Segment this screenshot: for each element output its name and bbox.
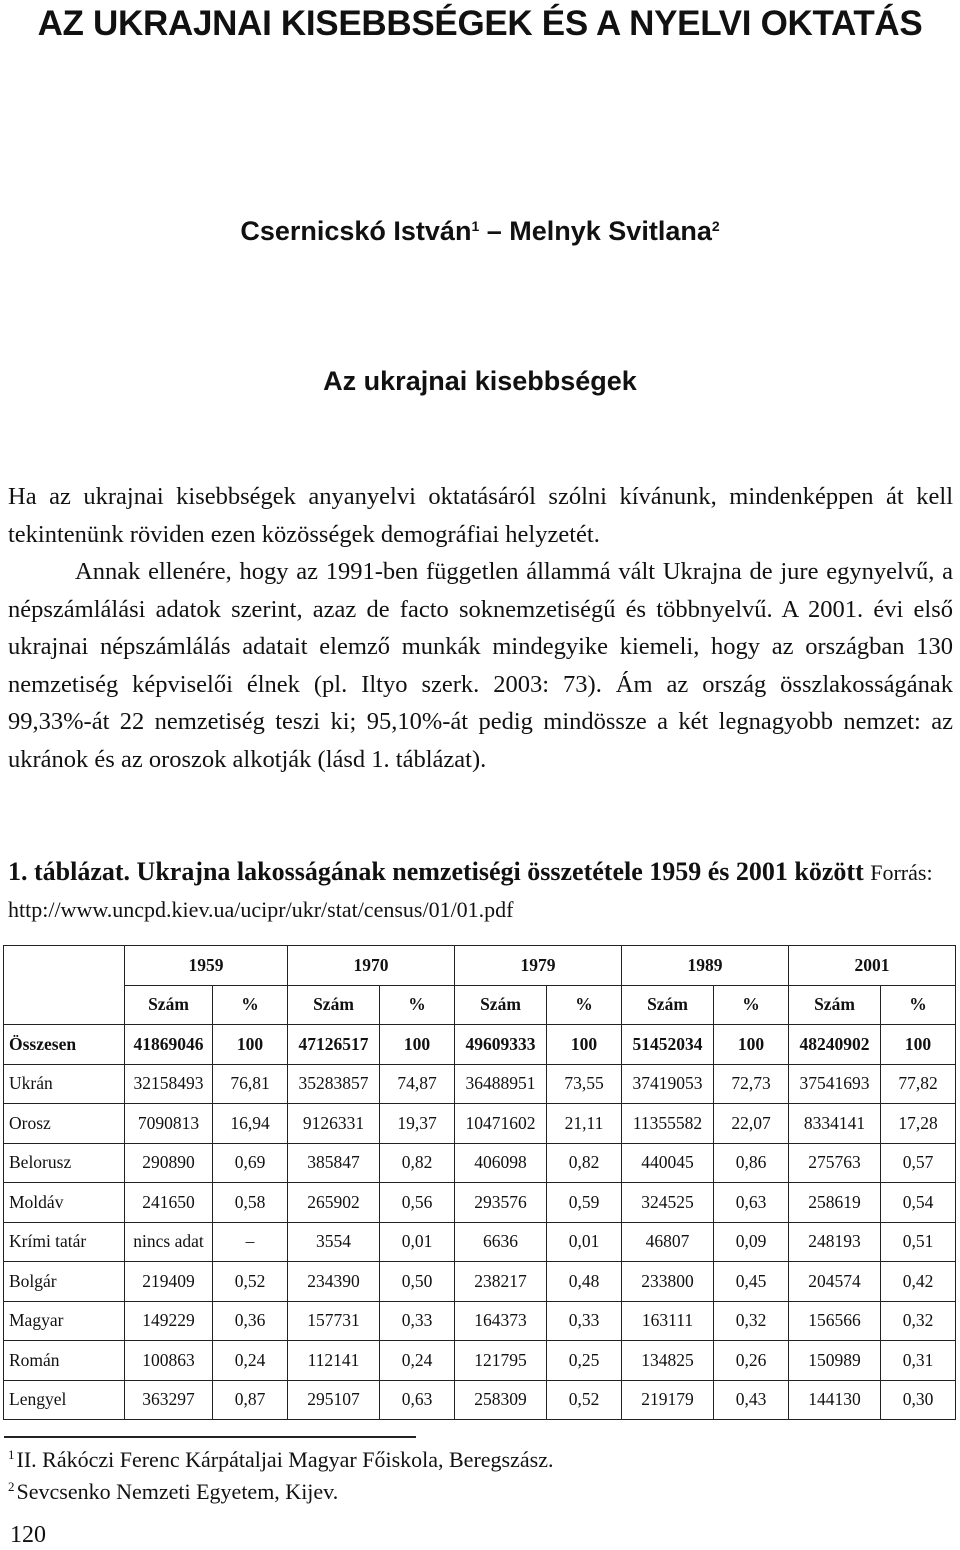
percent-cell: 0,82 (547, 1143, 622, 1183)
table-row (4, 1183, 956, 1223)
percent-cell: 0,63 (714, 1183, 789, 1223)
count-cell: 100863 (125, 1341, 213, 1381)
subheader-row (4, 985, 956, 1025)
percent-cell: 0,42 (881, 1262, 956, 1302)
percent-cell: 0,31 (881, 1341, 956, 1381)
count-cell: 265902 (288, 1183, 380, 1223)
count-cell: 363297 (125, 1380, 213, 1420)
footnote-text: II. Rákóczi Ferenc Kárpátaljai Magyar Főiskola, Beregszász. (16, 1447, 554, 1472)
percent-cell: 100 (547, 1025, 622, 1065)
count-header: Szám (789, 985, 881, 1025)
count-cell: 8334141 (789, 1104, 881, 1144)
count-cell: 41869046 (125, 1025, 213, 1065)
year-header: 1959 (125, 946, 288, 986)
percent-cell: 0,82 (380, 1143, 455, 1183)
count-cell: 9126331 (288, 1104, 380, 1144)
row-label: Román (4, 1341, 125, 1381)
table-corner-cell (4, 946, 125, 1025)
percent-cell: 0,30 (881, 1380, 956, 1420)
count-cell: 163111 (622, 1301, 714, 1341)
percent-cell: 0,48 (547, 1262, 622, 1302)
count-cell: 47126517 (288, 1025, 380, 1065)
count-cell: 6636 (455, 1222, 547, 1262)
percent-cell: 0,63 (380, 1380, 455, 1420)
count-cell: 36488951 (455, 1064, 547, 1104)
percent-cell: 73,55 (547, 1064, 622, 1104)
percent-cell: 74,87 (380, 1064, 455, 1104)
footnote (8, 1441, 553, 1474)
percent-cell: 100 (213, 1025, 288, 1065)
percent-cell: 0,51 (881, 1222, 956, 1262)
count-cell: 164373 (455, 1301, 547, 1341)
count-cell: 149229 (125, 1301, 213, 1341)
table-row (4, 1222, 956, 1262)
count-cell: 406098 (455, 1143, 547, 1183)
section-heading: Az ukrajnai kisebbségek (323, 366, 637, 396)
table-row (4, 1104, 956, 1144)
table-row (4, 1262, 956, 1302)
page-number: 120 (10, 1522, 46, 1548)
paragraph: Annak ellenére, hogy az 1991-ben független állammá vált Ukrajna de jure egynyelvű, a népszámlálási adatok szerint, azaz de facto soknemzetiségű és többnyelvű. A 2001. évi első ukrajnai népszámlálás adatait elemző munkák mindegyike kiemeli, hogy az országban 130 nemzetiség képviselői élnek (pl. Iltyo szerk. 2003: 73). Ám az ország összlakosságának 99,33%-át 22 nemzetiség teszi ki; 95,10%-át pedig mindössze a két legnagyobb nemzet: az ukránok és az oroszok alkotják (lásd 1. táblázat). (8, 558, 953, 773)
percent-header: % (213, 985, 288, 1025)
percent-cell: 100 (380, 1025, 455, 1065)
row-label: Bolgár (4, 1262, 125, 1302)
count-cell: 324525 (622, 1183, 714, 1223)
row-label: Magyar (4, 1301, 125, 1341)
percent-cell: 16,94 (213, 1104, 288, 1144)
percent-cell: 0,52 (547, 1380, 622, 1420)
year-header: 2001 (789, 946, 956, 986)
body-text (8, 478, 953, 778)
count-cell: 48240902 (789, 1025, 881, 1065)
percent-cell: 0,57 (881, 1143, 956, 1183)
table-row (4, 1301, 956, 1341)
percent-cell: 0,45 (714, 1262, 789, 1302)
percent-cell: 0,54 (881, 1183, 956, 1223)
count-cell: 385847 (288, 1143, 380, 1183)
census-table (3, 945, 956, 1420)
count-cell: 35283857 (288, 1064, 380, 1104)
row-label: Lengyel (4, 1380, 125, 1420)
count-cell: 37419053 (622, 1064, 714, 1104)
percent-cell: 0,09 (714, 1222, 789, 1262)
count-cell: 233800 (622, 1262, 714, 1302)
count-cell: 46807 (622, 1222, 714, 1262)
footnote-divider (4, 1436, 416, 1438)
percent-cell: 0,24 (213, 1341, 288, 1381)
footnote-text: Sevcsenko Nemzeti Egyetem, Kijev. (16, 1479, 339, 1504)
percent-cell: 0,33 (380, 1301, 455, 1341)
percent-cell: 0,24 (380, 1341, 455, 1381)
row-label: Ukrán (4, 1064, 125, 1104)
percent-cell: 19,37 (380, 1104, 455, 1144)
percent-cell: 17,28 (881, 1104, 956, 1144)
count-cell: nincs adat (125, 1222, 213, 1262)
count-cell: 51452034 (622, 1025, 714, 1065)
count-cell: 157731 (288, 1301, 380, 1341)
count-cell: 150989 (789, 1341, 881, 1381)
count-cell: 11355582 (622, 1104, 714, 1144)
author-name: Melnyk Svitlana (509, 216, 712, 246)
count-cell: 290890 (125, 1143, 213, 1183)
table-row (4, 1064, 956, 1104)
percent-cell: 0,01 (547, 1222, 622, 1262)
count-cell: 241650 (125, 1183, 213, 1223)
count-header: Szám (288, 985, 380, 1025)
percent-cell: 0,58 (213, 1183, 288, 1223)
percent-header: % (380, 985, 455, 1025)
author-separator: – (479, 216, 510, 246)
footnote-ref[interactable]: 2 (711, 218, 720, 234)
author-name: Csernicskó István (240, 216, 472, 246)
count-cell: 248193 (789, 1222, 881, 1262)
table-row (4, 1380, 956, 1420)
year-header-row (4, 946, 956, 986)
year-header: 1979 (455, 946, 622, 986)
percent-cell: 0,01 (380, 1222, 455, 1262)
percent-cell: 0,56 (380, 1183, 455, 1223)
percent-cell: 0,43 (714, 1380, 789, 1420)
percent-cell: – (213, 1222, 288, 1262)
article-title: AZ UKRAJNAI KISEBBSÉGEK ÉS A NYELVI OKTATÁS (37, 4, 923, 43)
percent-cell: 0,32 (714, 1301, 789, 1341)
percent-cell: 0,86 (714, 1143, 789, 1183)
percent-cell: 0,26 (714, 1341, 789, 1381)
percent-cell: 100 (714, 1025, 789, 1065)
table-row (4, 1025, 956, 1065)
count-cell: 156566 (789, 1301, 881, 1341)
count-cell: 10471602 (455, 1104, 547, 1144)
count-cell: 37541693 (789, 1064, 881, 1104)
count-cell: 219179 (622, 1380, 714, 1420)
percent-cell: 0,50 (380, 1262, 455, 1302)
row-label: Belorusz (4, 1143, 125, 1183)
percent-cell: 72,73 (714, 1064, 789, 1104)
count-cell: 234390 (288, 1262, 380, 1302)
count-cell: 112141 (288, 1341, 380, 1381)
footnote (8, 1473, 338, 1506)
count-header: Szám (622, 985, 714, 1025)
count-cell: 238217 (455, 1262, 547, 1302)
count-cell: 7090813 (125, 1104, 213, 1144)
percent-cell: 0,25 (547, 1341, 622, 1381)
count-header: Szám (455, 985, 547, 1025)
percent-cell: 0,32 (881, 1301, 956, 1341)
row-label: Orosz (4, 1104, 125, 1144)
percent-cell: 0,33 (547, 1301, 622, 1341)
author-line (0, 216, 960, 247)
row-label: Összesen (4, 1025, 125, 1065)
percent-header: % (881, 985, 956, 1025)
percent-cell: 0,69 (213, 1143, 288, 1183)
count-cell: 258309 (455, 1380, 547, 1420)
percent-cell: 0,36 (213, 1301, 288, 1341)
percent-cell: 0,52 (213, 1262, 288, 1302)
count-cell: 144130 (789, 1380, 881, 1420)
row-label: Krími tatár (4, 1222, 125, 1262)
count-cell: 3554 (288, 1222, 380, 1262)
percent-cell: 0,59 (547, 1183, 622, 1223)
year-header: 1970 (288, 946, 455, 986)
count-cell: 121795 (455, 1341, 547, 1381)
count-cell: 49609333 (455, 1025, 547, 1065)
percent-header: % (714, 985, 789, 1025)
footnote-number: 1 (8, 1447, 15, 1462)
table-caption (8, 854, 953, 928)
count-cell: 440045 (622, 1143, 714, 1183)
percent-cell: 21,11 (547, 1104, 622, 1144)
count-cell: 295107 (288, 1380, 380, 1420)
count-cell: 258619 (789, 1183, 881, 1223)
percent-cell: 100 (881, 1025, 956, 1065)
count-header: Szám (125, 985, 213, 1025)
count-cell: 32158493 (125, 1064, 213, 1104)
row-label: Moldáv (4, 1183, 125, 1223)
count-cell: 275763 (789, 1143, 881, 1183)
count-cell: 293576 (455, 1183, 547, 1223)
footnote-ref[interactable]: 1 (471, 218, 480, 234)
year-header: 1989 (622, 946, 789, 986)
percent-cell: 22,07 (714, 1104, 789, 1144)
percent-cell: 77,82 (881, 1064, 956, 1104)
table-caption-label: 1. táblázat. Ukrajna lakosságának nemzetiségi összetétele 1959 és 2001 között (8, 857, 864, 886)
percent-cell: 76,81 (213, 1064, 288, 1104)
table-row (4, 1143, 956, 1183)
table-row (4, 1341, 956, 1381)
percent-header: % (547, 985, 622, 1025)
count-cell: 204574 (789, 1262, 881, 1302)
table-source: Forrás: http://www.uncpd.kiev.ua/ucipr/ukr/stat/census/01/01.pdf (8, 860, 933, 922)
footnote-number: 2 (8, 1479, 15, 1494)
count-cell: 134825 (622, 1341, 714, 1381)
percent-cell: 0,87 (213, 1380, 288, 1420)
paragraph: Ha az ukrajnai kisebbségek anyanyelvi oktatásáról szólni kívánunk, mindenképpen át kell tekintenünk röviden ezen közösségek demográfiai helyzetét. (8, 483, 953, 548)
count-cell: 219409 (125, 1262, 213, 1302)
